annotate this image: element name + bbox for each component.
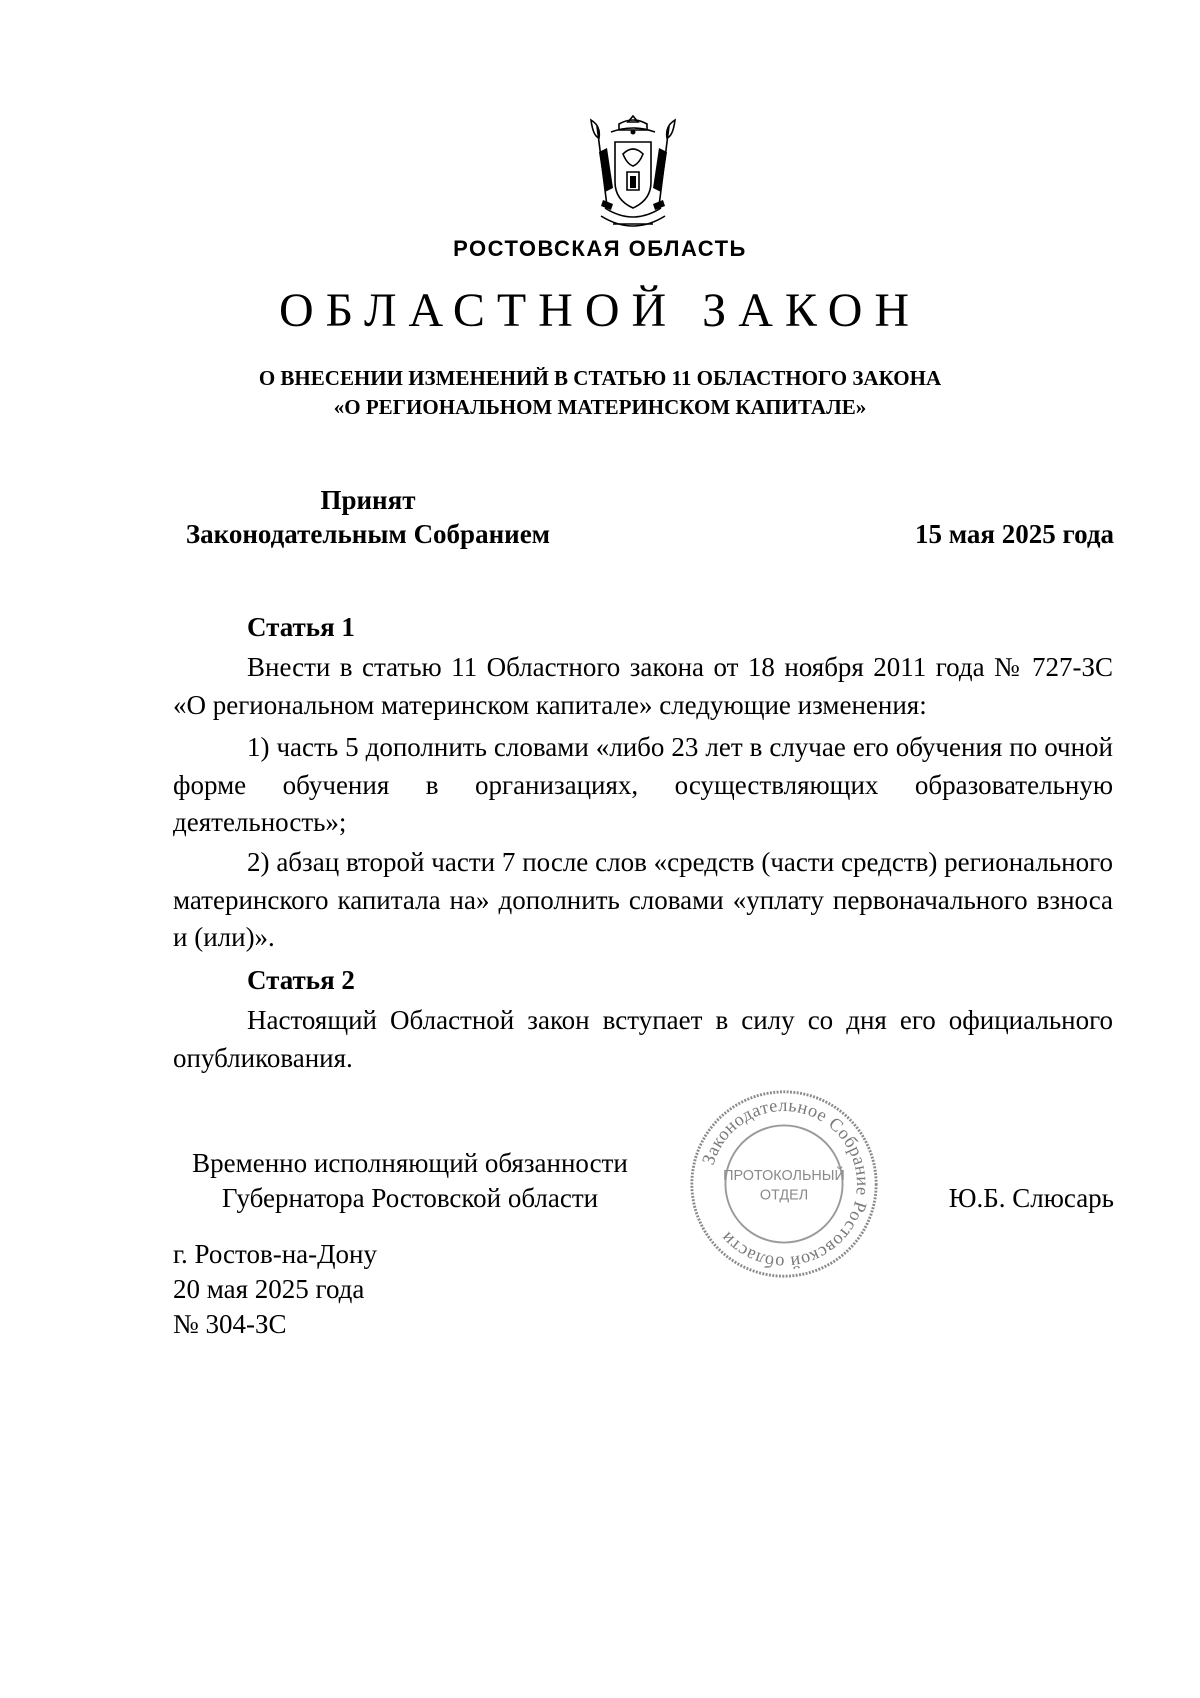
article-paragraph: 2) абзац второй части 7 после слов «средств (части средств) регионального материнского капитала на» дополнить словами «уплату первоначального взноса и (или)». [173, 847, 1113, 952]
adoption-line: Законодательным Собранием [185, 519, 551, 549]
law-subject-line: О ВНЕСЕНИИ ИЗМЕНЕНИЙ В СТАТЬЮ 11 ОБЛАСТНОГО ЗАКОНА [258, 366, 942, 390]
stamp-inner-text: ПРОТОКОЛЬНЫЙ [723, 1168, 845, 1185]
article-paragraph: Внести в статью 11 Областного закона от 18 ноября 2011 года № 727-ЗС «О региональном материнском капитале» следующие изменения: [173, 652, 1113, 720]
official-stamp [688, 1088, 880, 1280]
stamp-outer-text: Законодательное Собрание Ростовской области [697, 1094, 874, 1274]
signatory-position [170, 1146, 650, 1216]
stamp-inner-text: ОТДЕЛ [759, 1187, 809, 1204]
footer-date: 20 мая 2025 года [173, 1274, 365, 1304]
article-paragraph: 1) часть 5 дополнить словами «либо 23 лет в случае его обучения по очной форме обучения в организациях, осуществляющих образовательную деятельность»; [173, 732, 1113, 837]
position-line: Временно исполняющий обязанности [192, 1148, 628, 1178]
adoption-block [173, 483, 563, 551]
article-heading: Статья 1 [247, 612, 355, 642]
law-subject-line: «О РЕГИОНАЛЬНОМ МАТЕРИНСКОМ КАПИТАЛЕ» [333, 395, 867, 419]
region-name: РОСТОВСКАЯ ОБЛАСТЬ [453, 236, 747, 261]
article-paragraph: Настоящий Областной закон вступает в силу со дня его официального опубликования. [173, 1005, 1113, 1073]
adoption-line: Принят [320, 485, 416, 515]
footer-number: № 304-ЗС [173, 1309, 287, 1339]
article-heading: Статья 2 [247, 965, 355, 995]
coat-of-arms-icon [583, 112, 683, 236]
position-line: Губернатора Ростовской области [221, 1183, 599, 1213]
adoption-date: 15 мая 2025 года [914, 519, 1114, 549]
law-subject [0, 364, 1200, 422]
footer-city: г. Ростов-на-Дону [173, 1239, 378, 1269]
document-type: ОБЛАСТНОЙ ЗАКОН [278, 284, 922, 337]
signatory-name: Ю.Б. Слюсарь [948, 1183, 1114, 1213]
footer-block [173, 1237, 377, 1342]
